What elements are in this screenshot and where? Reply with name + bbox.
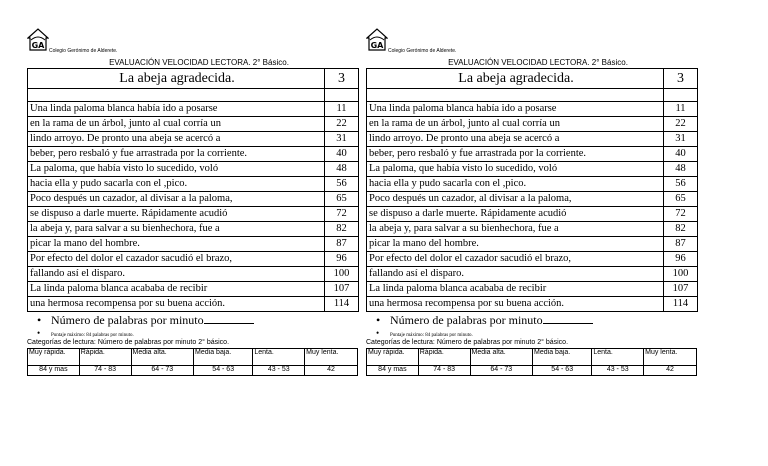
line-text: la abeja y, para salvar a su bienhechora, fue a (28, 222, 325, 237)
evaluation-title: EVALUACIÓN VELOCIDAD LECTORA. 2° Básico. (448, 58, 628, 67)
line-text: Poco después un cazador, al divisar a la paloma, (28, 192, 325, 207)
cumulative-word-count: 82 (325, 222, 359, 237)
story-title: La abeja agradecida. (367, 69, 664, 89)
line-text: Por efecto del dolor el cazador sacudió el brazo, (367, 252, 664, 267)
evaluation-sheet-left (27, 28, 359, 376)
category-name: Muy rápida. (367, 349, 419, 366)
line-text: Poco después un cazador, al divisar a la paloma, (367, 192, 664, 207)
text-line-row (28, 192, 359, 207)
bullet-icon: • (37, 313, 42, 327)
line-text: se dispuso a darle muerte. Rápidamente acudió (28, 207, 325, 222)
cumulative-word-count: 107 (325, 282, 359, 297)
svg-text:GA: GA (31, 41, 45, 50)
answer-blank-line (204, 313, 254, 324)
category-range: 43 - 53 (253, 366, 305, 376)
category-name: Muy rápida. (28, 349, 80, 366)
cumulative-word-count: 96 (664, 252, 698, 267)
categories-table (27, 348, 358, 376)
cumulative-word-count: 56 (664, 177, 698, 192)
cumulative-word-count: 87 (325, 237, 359, 252)
line-text: se dispuso a darle muerte. Rápidamente acudió (367, 207, 664, 222)
cumulative-word-count: 22 (664, 117, 698, 132)
line-text: la abeja y, para salvar a su bienhechora, fue a (367, 222, 664, 237)
category-range: 42 (305, 366, 358, 376)
cumulative-word-count: 96 (325, 252, 359, 267)
cumulative-word-count: 40 (664, 147, 698, 162)
category-names-row (367, 349, 697, 366)
cumulative-word-count: 22 (325, 117, 359, 132)
category-name: Media alta. (131, 349, 194, 366)
text-line-row (367, 102, 698, 117)
category-range: 84 y mas (367, 366, 419, 376)
categories-table (366, 348, 697, 376)
text-line-row (28, 177, 359, 192)
blank-cell (28, 89, 325, 102)
line-text: beber, pero resbaló y fue arrastrada por la corriente. (367, 147, 664, 162)
bullet-icon: • (37, 328, 41, 338)
category-range: 64 - 73 (470, 366, 533, 376)
story-title-row (367, 69, 698, 89)
line-text: una hermosa recompensa por su buena acción. (28, 297, 325, 312)
text-line-row (367, 192, 698, 207)
text-line-row (28, 132, 359, 147)
cumulative-word-count: 72 (325, 207, 359, 222)
text-line-row (28, 297, 359, 312)
line-text: La linda paloma blanca acababa de recibir (28, 282, 325, 297)
text-line-row (367, 117, 698, 132)
header (27, 28, 359, 58)
cumulative-word-count: 31 (325, 132, 359, 147)
line-text: lindo arroyo. De pronto una abeja se acercó a (28, 132, 325, 147)
cumulative-word-count: 72 (664, 207, 698, 222)
category-ranges-row (367, 366, 697, 376)
text-line-row (367, 207, 698, 222)
category-range: 74 - 83 (418, 366, 470, 376)
line-text: en la rama de un árbol, junto al cual corría un (367, 117, 664, 132)
evaluation-title: EVALUACIÓN VELOCIDAD LECTORA. 2° Básico. (109, 58, 289, 67)
story-title: La abeja agradecida. (28, 69, 325, 89)
school-name: Colegio Gerónimo de Alderete. (388, 48, 457, 54)
cumulative-word-count: 107 (664, 282, 698, 297)
category-name: Rápida. (79, 349, 131, 366)
school-name: Colegio Gerónimo de Alderete. (49, 48, 118, 54)
line-text: Por efecto del dolor el cazador sacudió el brazo, (28, 252, 325, 267)
header (366, 28, 698, 58)
cumulative-word-count: 48 (664, 162, 698, 177)
words-per-minute-label: Número de palabras por minuto (390, 313, 543, 327)
blank-cell (664, 89, 698, 102)
category-range: 42 (644, 366, 697, 376)
line-text: picar la mano del hombre. (367, 237, 664, 252)
line-text: picar la mano del hombre. (28, 237, 325, 252)
category-name: Rápida. (418, 349, 470, 366)
cumulative-word-count: 100 (325, 267, 359, 282)
bullet-icon: • (376, 328, 380, 338)
category-name: Lenta. (253, 349, 305, 366)
line-text: hacia ella y pudo sacarla con el ,pico. (28, 177, 325, 192)
max-score-item (27, 328, 359, 338)
cumulative-word-count: 82 (664, 222, 698, 237)
text-line-row (367, 177, 698, 192)
text-line-row (367, 222, 698, 237)
category-name: Lenta. (592, 349, 644, 366)
text-line-row (28, 102, 359, 117)
max-score-item (366, 328, 698, 338)
max-score-note: Puntaje máximo: 84 palabras por minuto. (390, 333, 473, 338)
category-range: 64 - 73 (131, 366, 194, 376)
category-range: 84 y mas (28, 366, 80, 376)
cumulative-word-count: 40 (325, 147, 359, 162)
blank-row (367, 89, 698, 102)
cumulative-word-count: 114 (664, 297, 698, 312)
cumulative-word-count: 65 (325, 192, 359, 207)
blank-row (28, 89, 359, 102)
text-line-row (28, 207, 359, 222)
blank-cell (367, 89, 664, 102)
category-name: Media baja. (533, 349, 592, 366)
cumulative-word-count: 48 (325, 162, 359, 177)
text-line-row (28, 222, 359, 237)
line-text: lindo arroyo. De pronto una abeja se acercó a (367, 132, 664, 147)
line-text: beber, pero resbaló y fue arrastrada por la corriente. (28, 147, 325, 162)
category-name: Media alta. (470, 349, 533, 366)
text-line-row (367, 162, 698, 177)
reading-table (366, 68, 698, 312)
text-line-row (367, 282, 698, 297)
school-logo-icon (27, 28, 49, 52)
text-line-row (367, 267, 698, 282)
title-word-count: 3 (325, 69, 359, 89)
title-word-count: 3 (664, 69, 698, 89)
line-text: una hermosa recompensa por su buena acción. (367, 297, 664, 312)
line-text: La paloma, que había visto lo sucedido, voló (367, 162, 664, 177)
evaluation-sheet-right (366, 28, 698, 376)
max-score-note: Puntaje máximo: 84 palabras por minuto. (51, 333, 134, 338)
cumulative-word-count: 65 (664, 192, 698, 207)
category-name: Muy lenta. (305, 349, 358, 366)
words-per-minute-item (366, 312, 698, 328)
category-range: 54 - 63 (194, 366, 253, 376)
category-ranges-row (28, 366, 358, 376)
text-line-row (28, 117, 359, 132)
line-text: Una linda paloma blanca había ido a posarse (367, 102, 664, 117)
text-line-row (28, 237, 359, 252)
cumulative-word-count: 11 (664, 102, 698, 117)
line-text: Una linda paloma blanca había ido a posarse (28, 102, 325, 117)
text-line-row (28, 162, 359, 177)
categories-title: Categorías de lectura: Número de palabras por minuto 2° básico. (366, 339, 569, 346)
cumulative-word-count: 114 (325, 297, 359, 312)
line-text: fallando así el disparo. (367, 267, 664, 282)
bullet-icon: • (376, 313, 381, 327)
answer-blank-line (543, 313, 593, 324)
cumulative-word-count: 31 (664, 132, 698, 147)
cumulative-word-count: 87 (664, 237, 698, 252)
text-line-row (367, 147, 698, 162)
story-title-row (28, 69, 359, 89)
category-range: 74 - 83 (79, 366, 131, 376)
cumulative-word-count: 11 (325, 102, 359, 117)
text-line-row (367, 297, 698, 312)
cumulative-word-count: 100 (664, 267, 698, 282)
line-text: hacia ella y pudo sacarla con el ,pico. (367, 177, 664, 192)
category-range: 54 - 63 (533, 366, 592, 376)
text-line-row (367, 237, 698, 252)
category-name: Media baja. (194, 349, 253, 366)
words-per-minute-item (27, 312, 359, 328)
blank-cell (325, 89, 359, 102)
category-name: Muy lenta. (644, 349, 697, 366)
category-names-row (28, 349, 358, 366)
text-line-row (367, 132, 698, 147)
school-logo-icon (366, 28, 388, 52)
category-range: 43 - 53 (592, 366, 644, 376)
line-text: La linda paloma blanca acababa de recibir (367, 282, 664, 297)
cumulative-word-count: 56 (325, 177, 359, 192)
text-line-row (28, 252, 359, 267)
line-text: La paloma, que había visto lo sucedido, voló (28, 162, 325, 177)
categories-title: Categorías de lectura: Número de palabras por minuto 2° básico. (27, 339, 230, 346)
reading-table (27, 68, 359, 312)
svg-text:GA: GA (370, 41, 384, 50)
text-line-row (28, 267, 359, 282)
line-text: fallando así el disparo. (28, 267, 325, 282)
text-line-row (28, 282, 359, 297)
line-text: en la rama de un árbol, junto al cual corría un (28, 117, 325, 132)
text-line-row (28, 147, 359, 162)
words-per-minute-label: Número de palabras por minuto (51, 313, 204, 327)
text-line-row (367, 252, 698, 267)
